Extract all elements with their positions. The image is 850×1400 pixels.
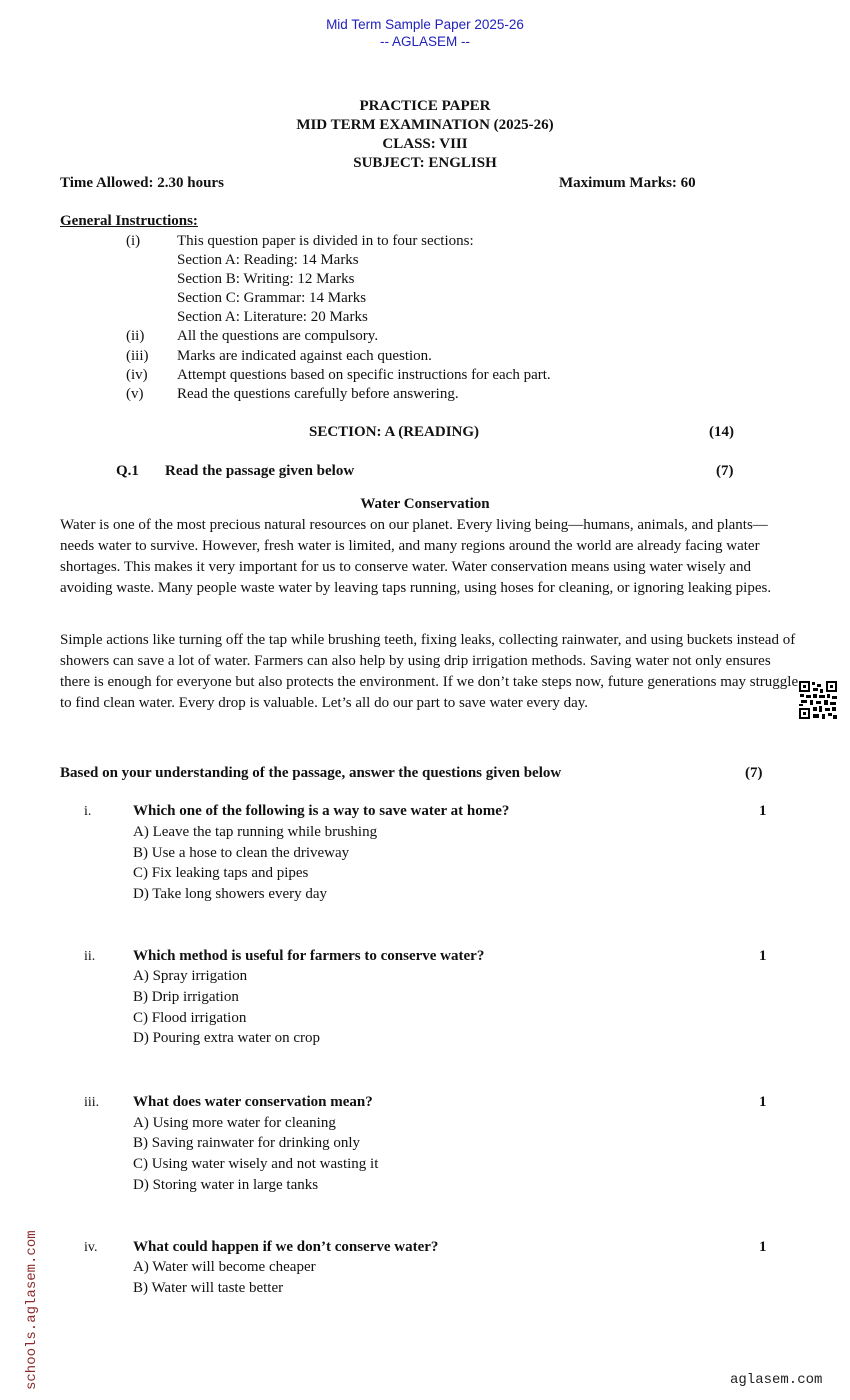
option-a: A) Leave the tap running while brushing [133, 824, 378, 840]
page-header-title: Mid Term Sample Paper 2025-26 [326, 17, 524, 32]
class-label: CLASS: VIII [382, 136, 468, 152]
option-a: A) Water will become cheaper [133, 1259, 316, 1275]
qr-code-icon [798, 680, 838, 720]
side-watermark: schools.aglasem.com [24, 1230, 40, 1390]
paper-title: PRACTICE PAPER [359, 98, 491, 114]
instruction-text: Read the questions carefully before answering. [177, 386, 459, 402]
question-marks: 1 [759, 948, 767, 964]
question-number: i. [84, 804, 92, 819]
option-b: B) Drip irrigation [133, 989, 239, 1005]
passage-paragraph: Water is one of the most precious natural resources on our planet. Every living being—humans, animals, and plants—needs water to survive. However, fresh water is limited, and many regions around the world are already facing water shortages. This makes it very important for us to conserve water. Water conservation means using water wisely and avoiding waste. Many people waste water by leaving taps running, using hoses for cleaning, or ignoring leaking pipes. [60, 517, 772, 596]
question-text: What could happen if we don’t conserve water? [133, 1239, 439, 1255]
questions-marks: (7) [745, 765, 763, 781]
instruction-text: Section B: Writing: 12 Marks [177, 271, 355, 287]
option-c: C) Flood irrigation [133, 1010, 247, 1026]
instruction-text: Attempt questions based on specific instructions for each part. [177, 367, 551, 383]
exam-title: MID TERM EXAMINATION (2025-26) [296, 117, 554, 133]
instruction-number: (iii) [126, 348, 149, 364]
page-header-brand: -- AGLASEM -- [379, 34, 470, 49]
time-allowed: Time Allowed: 2.30 hours [60, 175, 224, 191]
option-c: C) Using water wisely and not wasting it [133, 1156, 379, 1172]
question-marks: 1 [759, 1239, 767, 1255]
question-number: iii. [84, 1095, 100, 1110]
footer-watermark: aglasem.com [730, 1372, 823, 1388]
instruction-text: Section A: Reading: 14 Marks [177, 252, 359, 268]
question-number: iv. [84, 1240, 98, 1255]
option-d: D) Storing water in large tanks [133, 1177, 319, 1193]
question-marks: 1 [759, 803, 767, 819]
question-text: Which method is useful for farmers to conserve water? [133, 948, 485, 964]
passage-paragraph: Simple actions like turning off the tap while brushing teeth, fixing leaks, collecting rainwater, and using buckets instead of showers can save a lot of water. Farmers can also help by using drip irrigation methods. Saving water not only ensures there is enough for everyone but also protects the environment. If we don’t take steps now, future generations may struggle to find clean water. Every drop is valuable. Let’s all do our part to save water every day. [60, 632, 799, 711]
instruction-number: (ii) [126, 328, 145, 344]
option-d: D) Pouring extra water on crop [133, 1030, 321, 1046]
instruction-text: Marks are indicated against each question. [177, 348, 432, 364]
subject-label: SUBJECT: ENGLISH [353, 155, 497, 171]
questions-instruction: Based on your understanding of the passage, answer the questions given below [60, 765, 562, 781]
passage-title: Water Conservation [360, 496, 490, 512]
instruction-text: This question paper is divided in to four sections: [177, 233, 474, 249]
section-marks: (14) [709, 424, 734, 440]
question-prompt: Read the passage given below [165, 463, 355, 479]
option-b: B) Use a hose to clean the driveway [133, 845, 350, 861]
instructions-heading: General Instructions: [60, 213, 198, 229]
instruction-text: Section A: Literature: 20 Marks [177, 309, 368, 325]
question-text: Which one of the following is a way to save water at home? [133, 803, 510, 819]
instruction-number: (i) [126, 233, 141, 249]
maximum-marks: Maximum Marks: 60 [559, 175, 696, 191]
option-c: C) Fix leaking taps and pipes [133, 865, 309, 881]
question-marks: (7) [716, 463, 734, 479]
option-a: A) Using more water for cleaning [133, 1115, 336, 1131]
option-a: A) Spray irrigation [133, 968, 248, 984]
instruction-text: All the questions are compulsory. [177, 328, 379, 344]
option-b: B) Saving rainwater for drinking only [133, 1135, 361, 1151]
instruction-number: (v) [126, 386, 144, 402]
section-heading: SECTION: A (READING) [309, 424, 480, 440]
option-d: D) Take long showers every day [133, 886, 328, 902]
instruction-number: (iv) [126, 367, 148, 383]
question-marks: 1 [759, 1094, 767, 1110]
instruction-text: Section C: Grammar: 14 Marks [177, 290, 367, 306]
option-b: B) Water will taste better [133, 1280, 284, 1296]
question-text: What does water conservation mean? [133, 1094, 373, 1110]
question-number: Q.1 [116, 463, 139, 479]
question-number: ii. [84, 949, 96, 964]
